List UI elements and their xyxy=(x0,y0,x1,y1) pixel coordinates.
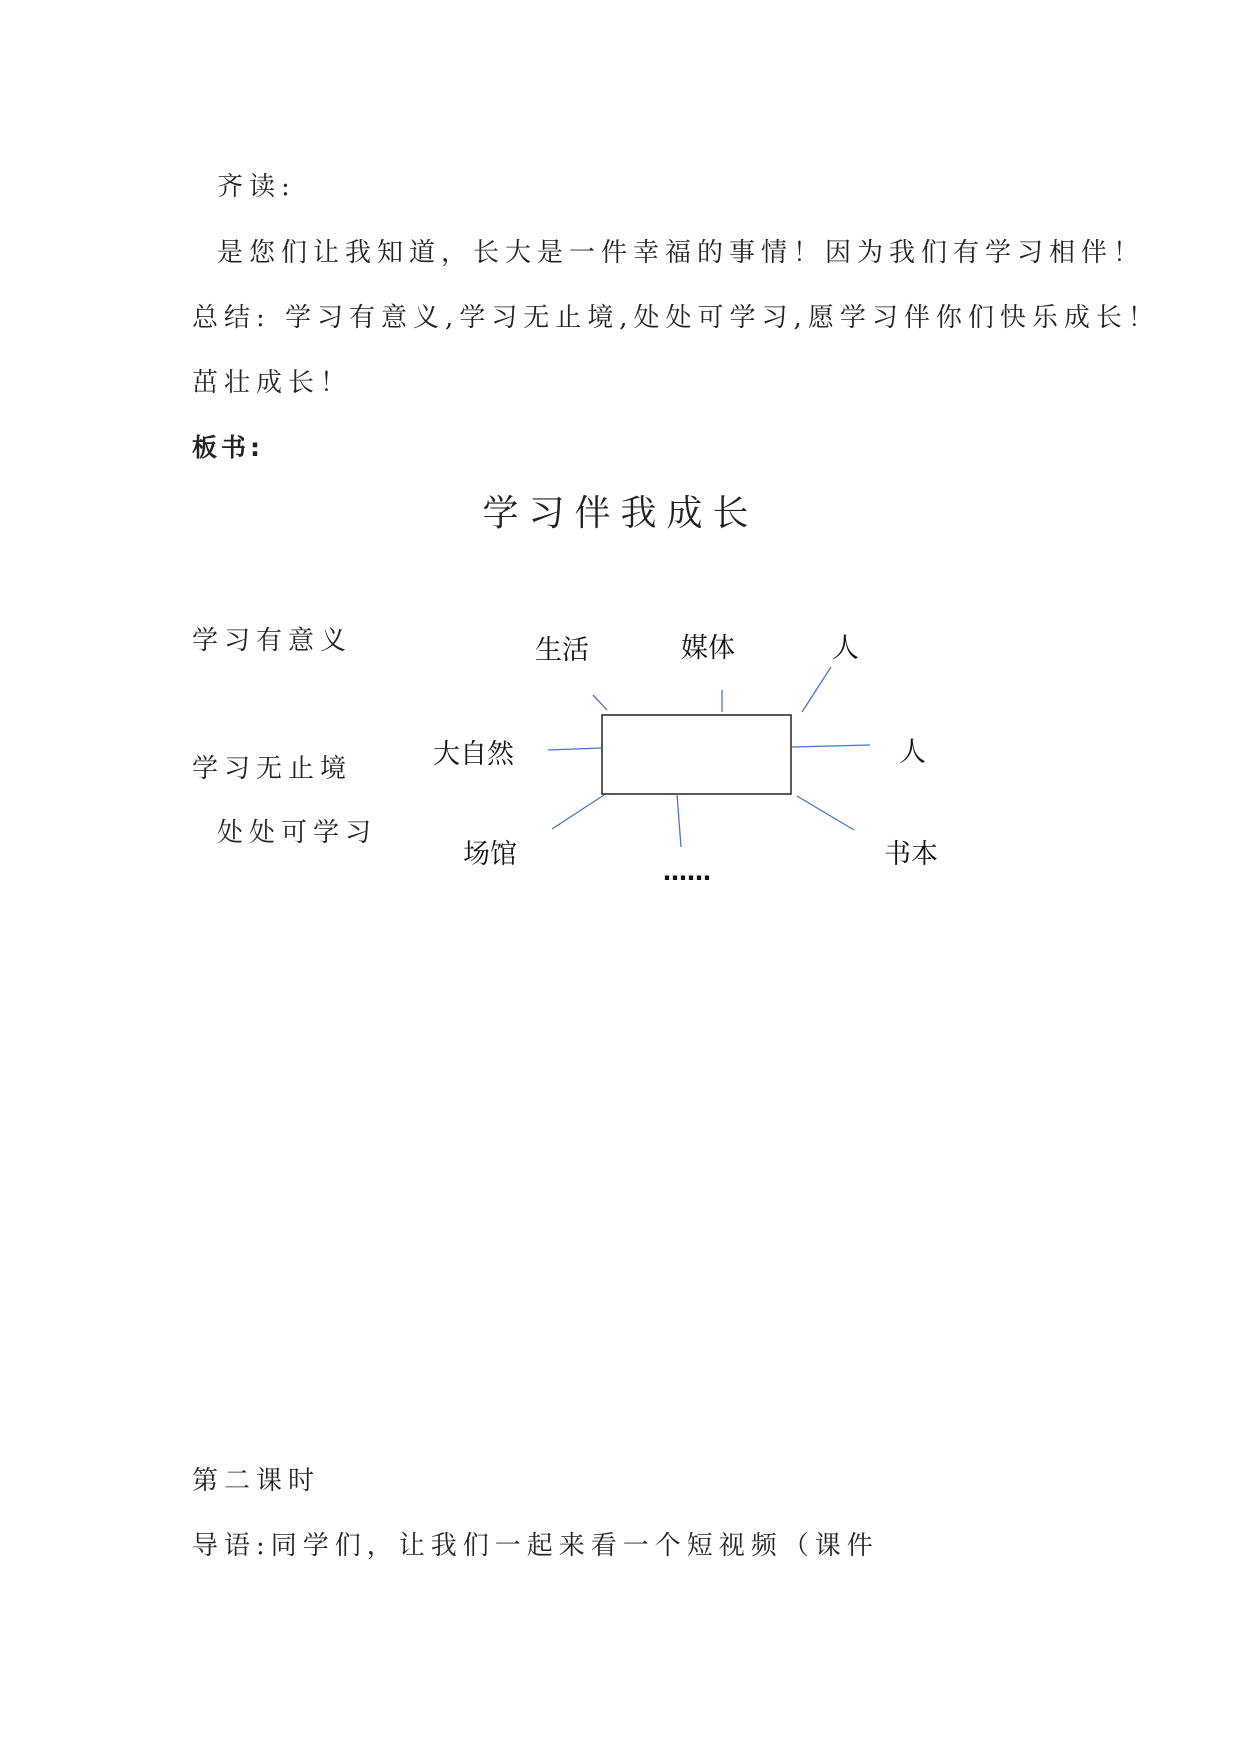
text-line-summary: 总结: 学习有意义,学习无止境,处处可学习,愿学习伴你们快乐成长！ xyxy=(192,303,1160,333)
text-line-growth: 是您们让我知道，长大是一件幸福的事情！因为我们有学习相伴！ xyxy=(217,238,1146,268)
node-book: 书本 xyxy=(884,839,938,870)
text-line-thrive: 茁壮成长！ xyxy=(192,368,353,398)
second-lesson-heading: 第二课时 xyxy=(192,1466,321,1496)
board-label: 板书: xyxy=(192,433,264,462)
connector-venue xyxy=(552,795,604,829)
left-label-meaning: 学习有意义 xyxy=(192,626,353,656)
intro-line: 导语:同学们，让我们一起来看一个短视频（课件 xyxy=(192,1531,879,1561)
central-box xyxy=(602,715,791,794)
left-label-anywhere: 处处可学习 xyxy=(217,818,378,848)
node-person-top: 人 xyxy=(832,633,859,664)
left-label-endless: 学习无止境 xyxy=(192,754,353,784)
connector-person-top xyxy=(802,667,831,712)
connector-nature xyxy=(548,748,602,750)
text-line-qidu: 齐读: xyxy=(217,172,296,202)
node-nature: 大自然 xyxy=(433,739,514,770)
connector-person-right xyxy=(792,745,870,747)
connector-life xyxy=(593,695,607,710)
node-venue: 场馆 xyxy=(463,839,517,870)
board-title: 学习伴我成长 xyxy=(482,493,759,534)
connector-etc xyxy=(677,794,681,847)
node-etc: …… xyxy=(663,858,711,886)
node-life: 生活 xyxy=(535,635,589,666)
node-media: 媒体 xyxy=(681,633,735,664)
node-person-right: 人 xyxy=(899,737,926,768)
connector-book xyxy=(797,796,854,830)
